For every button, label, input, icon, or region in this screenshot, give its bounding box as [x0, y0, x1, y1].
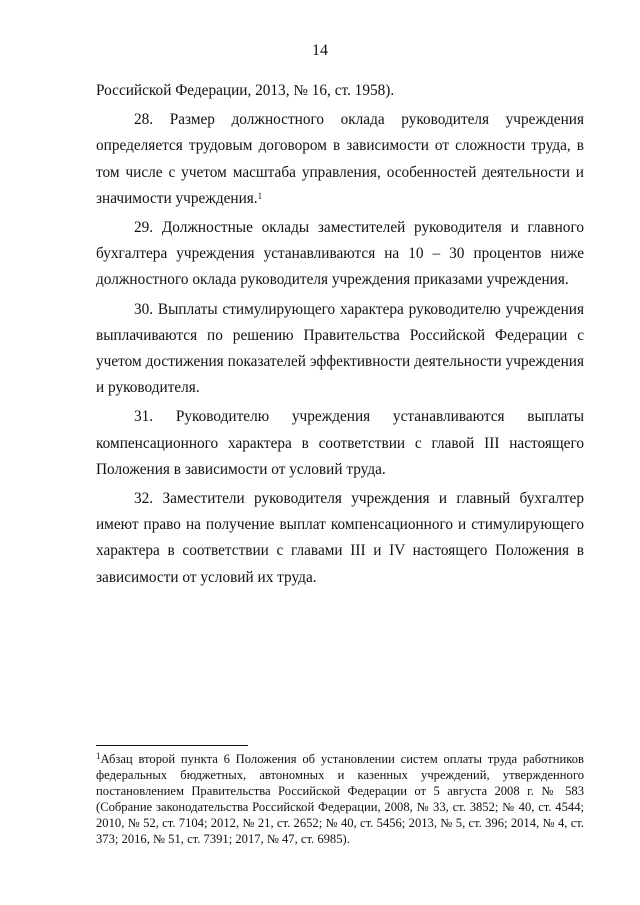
- paragraph-31: 31. Руководителю учреждения устанавливаются выплаты компенсационного характера в соответствии с главой III настоящего Положения в зависимости от условий труда.: [96, 408, 584, 478]
- footnote-separator: [96, 745, 248, 746]
- paragraph-29: 29. Должностные оклады заместителей руководителя и главного бухгалтера учреждения устанавливаются на 10 – 30 процентов ниже должностного оклада руководителя учреждения приказами учреждения.: [96, 219, 584, 289]
- document-body: [96, 78, 584, 594]
- page-number: 14: [312, 42, 328, 59]
- paragraph-30: 30. Выплаты стимулирующего характера руководителю учреждения выплачиваются по решению Правительства Российской Федерации с учетом достижения показателей эффективности деятельности учреждения и руководителя.: [96, 300, 584, 397]
- paragraph-32: 32. Заместители руководителя учреждения и главный бухгалтер имеют право на получение выплат компенсационного и стимулирующего характера в соответствии с главами III и IV настоящего Положения в зависимости от условий их труда.: [96, 490, 584, 586]
- footnote: [96, 752, 584, 847]
- paragraph-28-text: 28. Размер должностного оклада руководителя учреждения определяется трудовым договором в зависимости от сложности труда, в том числе с учетом масштаба управления, особенностей деятельности и значимости учреждения.: [96, 111, 584, 207]
- paragraph-continuation: Российской Федерации, 2013, № 16, ст. 1958).: [96, 82, 395, 99]
- footnote-marker: 1: [96, 751, 101, 761]
- footnote-reference: 1: [257, 190, 263, 201]
- footnote-text: Абзац второй пункта 6 Положения об установлении систем оплаты труда работников федеральных бюджетных, автономных и казенных учреждений, утвержденного постановлением Правительства Российской Федерации от 5 августа 2008 г. № 583 (Собрание законодательства Российской Федерации, 2008, № 33, ст. 3852; № 40, ст. 4544; 2010, № 52, ст. 7104; 2012, № 21, ст. 2652; № 40, ст. 5456; 2013, № 5, ст. 396; 2014, № 4, ст. 373; 2016, № 51, ст. 7391; 2017, № 47, ст. 6985).: [96, 752, 584, 846]
- paragraph-28: [96, 107, 584, 212]
